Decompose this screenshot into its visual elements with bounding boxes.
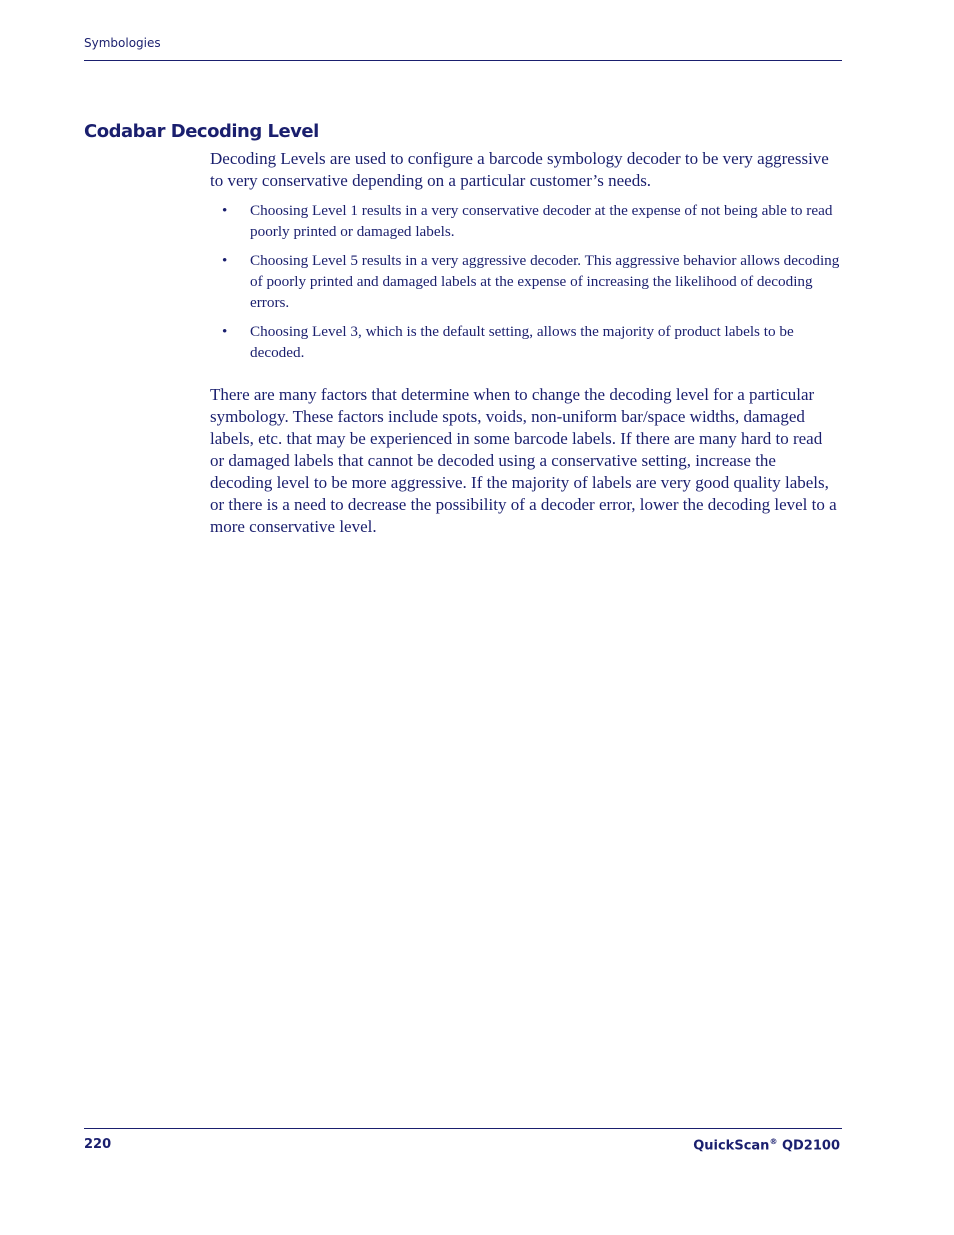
bullet-icon: • bbox=[222, 323, 228, 340]
list-item-text: Choosing Level 3, which is the default setting, allows the majority of product labels to be decoded. bbox=[250, 323, 794, 361]
page-number: 220 bbox=[84, 1137, 112, 1152]
list-item bbox=[210, 200, 840, 242]
page-header bbox=[84, 36, 842, 61]
registered-mark: ® bbox=[769, 1137, 778, 1146]
list-item-text: Choosing Level 5 results in a very aggressive decoder. This aggressive behavior allows decoding of poorly printed and damaged labels at the expense of increasing the likelihood of decoding errors. bbox=[250, 252, 840, 311]
list-item bbox=[210, 321, 840, 363]
list-item bbox=[210, 250, 840, 313]
decoding-level-list bbox=[210, 200, 840, 371]
bullet-icon: • bbox=[222, 202, 228, 219]
factors-paragraph: There are many factors that determine when to change the decoding level for a particular symbology. These factors include spots, voids, non-uniform bar/space widths, damaged labels, etc. that may be experienced in some barcode labels. If there are many hard to read or damaged labels that cannot be decoded using a conservative setting, increase the decoding level to be more aggressive. If the majority of labels are very good quality labels, or there is a need to decrease the possibility of a decoder error, lower the decoding level to a more conservative level. bbox=[210, 385, 837, 536]
list-item-text: Choosing Level 1 results in a very conservative decoder at the expense of not being able to read poorly printed or damaged labels. bbox=[250, 202, 833, 240]
product-name bbox=[693, 1137, 840, 1153]
product-brand: QuickScan bbox=[693, 1138, 770, 1154]
section-title: Codabar Decoding Level bbox=[84, 121, 319, 142]
header-section-label: Symbologies bbox=[84, 36, 161, 50]
page-footer bbox=[84, 1128, 842, 1159]
bullet-icon: • bbox=[222, 252, 228, 269]
intro-paragraph: Decoding Levels are used to configure a barcode symbology decoder to be very aggressive to very conservative depending on a particular customer’s needs. bbox=[210, 149, 829, 190]
product-model: QD2100 bbox=[777, 1138, 840, 1154]
